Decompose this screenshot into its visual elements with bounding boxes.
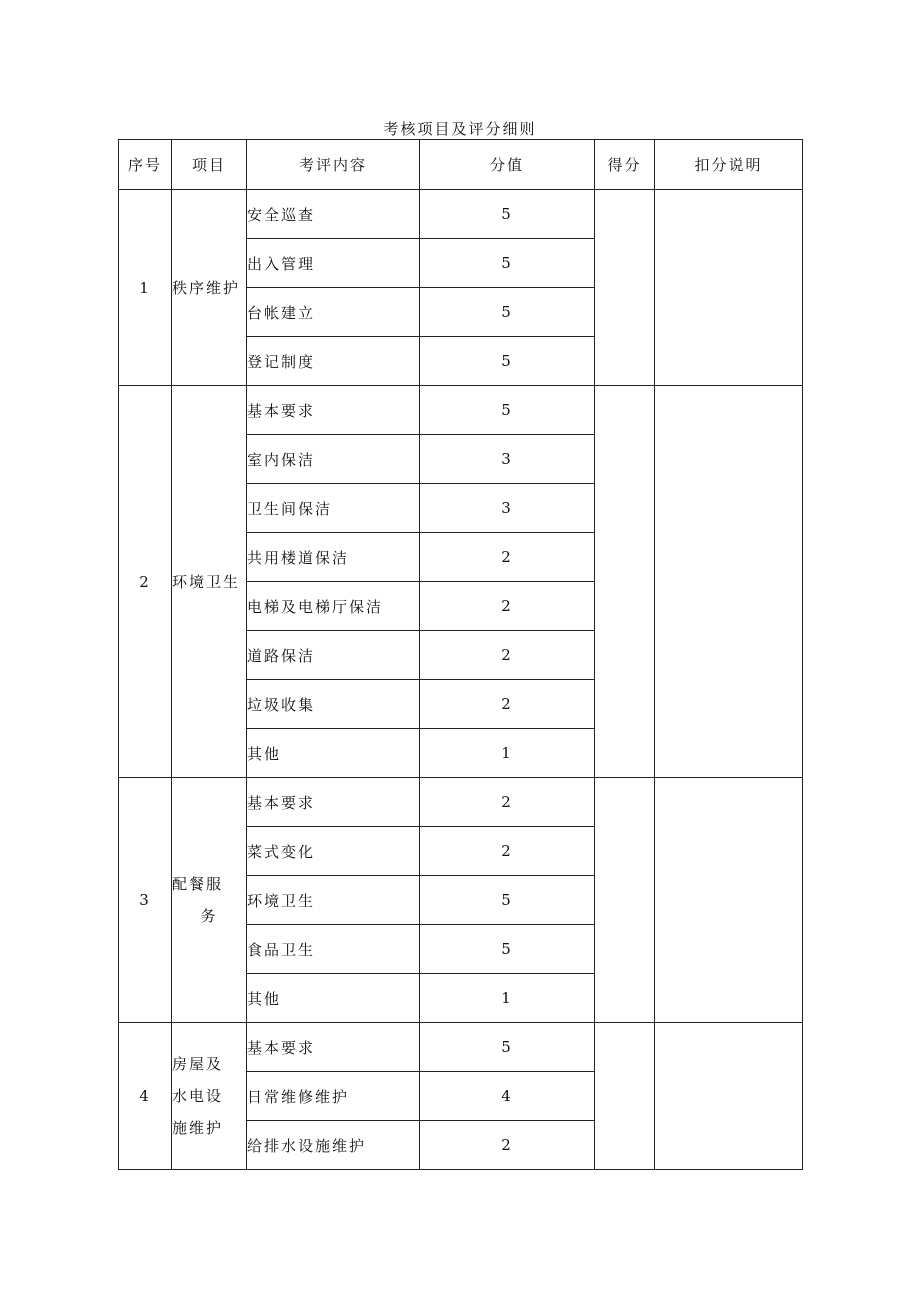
content-cell: 基本要求: [247, 778, 420, 827]
seq-cell: 2: [119, 386, 172, 778]
score-cell: 5: [420, 190, 595, 239]
score-cell: 2: [420, 631, 595, 680]
content-cell: 日常维修维护: [247, 1072, 420, 1121]
item-cell: [172, 1023, 247, 1170]
header-item: 项目: [172, 140, 247, 190]
score-cell: 5: [420, 925, 595, 974]
deduction-cell[interactable]: [655, 386, 803, 778]
content-cell: 食品卫生: [247, 925, 420, 974]
content-cell: 其他: [247, 729, 420, 778]
table-row: [119, 190, 803, 239]
score-cell: 1: [420, 974, 595, 1023]
content-cell: 环境卫生: [247, 876, 420, 925]
score-cell: 3: [420, 435, 595, 484]
scoring-table: [118, 139, 803, 1170]
score-cell: 5: [420, 239, 595, 288]
earned-cell[interactable]: [595, 386, 655, 778]
score-cell: 3: [420, 484, 595, 533]
score-cell: 5: [420, 386, 595, 435]
content-cell: 登记制度: [247, 337, 420, 386]
deduction-cell[interactable]: [655, 778, 803, 1023]
content-cell: 台帐建立: [247, 288, 420, 337]
earned-cell[interactable]: [595, 1023, 655, 1170]
score-cell: 2: [420, 827, 595, 876]
score-cell: 2: [420, 582, 595, 631]
content-cell: 其他: [247, 974, 420, 1023]
item-line: 务: [200, 907, 218, 925]
score-cell: 1: [420, 729, 595, 778]
earned-cell[interactable]: [595, 190, 655, 386]
earned-cell[interactable]: [595, 778, 655, 1023]
deduction-cell[interactable]: [655, 190, 803, 386]
score-cell: 2: [420, 1121, 595, 1170]
score-cell: 5: [420, 1023, 595, 1072]
header-row: [119, 140, 803, 190]
item-line: 配餐服: [172, 875, 224, 893]
table-row: [119, 1023, 803, 1072]
item-cell: 秩序维护: [172, 190, 247, 386]
content-cell: 出入管理: [247, 239, 420, 288]
score-cell: 2: [420, 680, 595, 729]
item-line: 房屋及: [172, 1055, 224, 1073]
content-cell: 垃圾收集: [247, 680, 420, 729]
seq-cell: 1: [119, 190, 172, 386]
header-score: 分值: [420, 140, 595, 190]
content-cell: 共用楼道保洁: [247, 533, 420, 582]
score-cell: 2: [420, 778, 595, 827]
header-deduction: 扣分说明: [655, 140, 803, 190]
header-content: 考评内容: [247, 140, 420, 190]
content-cell: 菜式变化: [247, 827, 420, 876]
deduction-cell[interactable]: [655, 1023, 803, 1170]
content-cell: 给排水设施维护: [247, 1121, 420, 1170]
content-cell: 道路保洁: [247, 631, 420, 680]
score-cell: 4: [420, 1072, 595, 1121]
item-line: 施维护: [172, 1119, 224, 1137]
table-row: [119, 386, 803, 435]
score-cell: 5: [420, 288, 595, 337]
item-line: 水电设: [172, 1087, 224, 1105]
score-cell: 2: [420, 533, 595, 582]
item-cell: 环境卫生: [172, 386, 247, 778]
content-cell: 基本要求: [247, 386, 420, 435]
header-seq: 序号: [119, 140, 172, 190]
content-cell: 室内保洁: [247, 435, 420, 484]
page-title: 考核项目及评分细则: [383, 120, 537, 138]
seq-cell: 4: [119, 1023, 172, 1170]
header-earned: 得分: [595, 140, 655, 190]
content-cell: 基本要求: [247, 1023, 420, 1072]
score-cell: 5: [420, 337, 595, 386]
content-cell: 卫生间保洁: [247, 484, 420, 533]
content-cell: 电梯及电梯厅保洁: [247, 582, 420, 631]
seq-cell: 3: [119, 778, 172, 1023]
score-cell: 5: [420, 876, 595, 925]
content-cell: 安全巡查: [247, 190, 420, 239]
table-row: [119, 778, 803, 827]
item-cell: [172, 778, 247, 1023]
